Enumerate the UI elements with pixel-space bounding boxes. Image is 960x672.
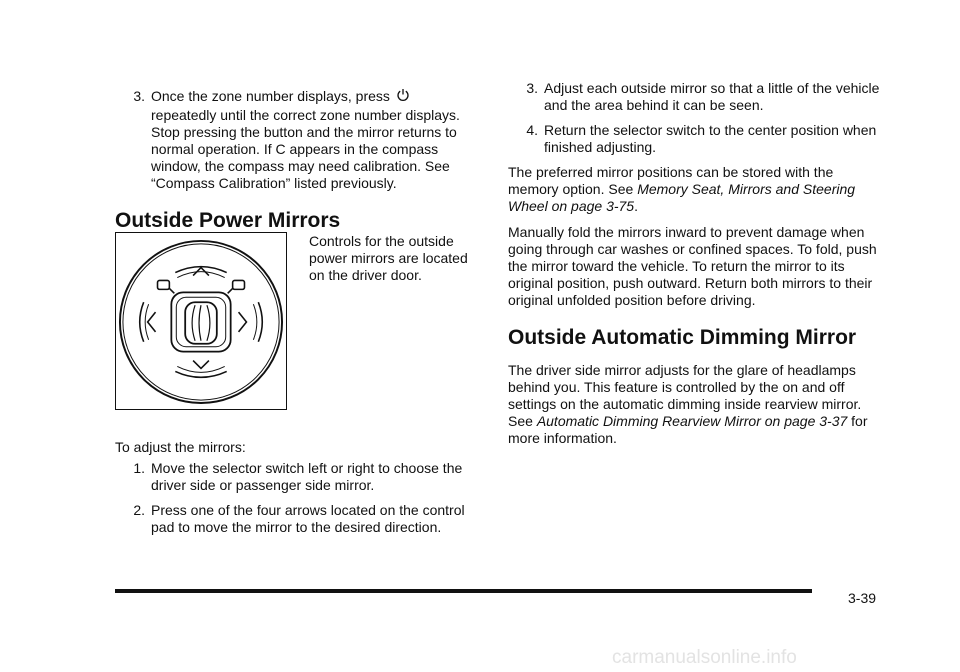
step-1 [115, 460, 485, 494]
step-text-before-icon: Once the zone number displays, press [151, 88, 390, 104]
mirror-control-figure [115, 232, 287, 410]
step-3-zone [115, 88, 485, 192]
step-2 [115, 502, 485, 536]
step-text [151, 88, 485, 192]
watermark: carmanualsonline.info [612, 647, 797, 668]
memory-text: The preferred mirror positions can be stored with the memory option. See [508, 164, 834, 197]
mirror-control-illustration [116, 233, 286, 409]
memory-reference-link[interactable]: Memory Seat, Mirrors and Steering Wheel on page 3-75 [508, 181, 856, 214]
section-heading-outside-automatic-dimming-mirror: Outside Automatic Dimming Mirror [508, 326, 857, 349]
dimming-text: The driver side mirror adjusts for the glare of headlamps behind you. This feature is controlled by the on and off settings on the automatic dimming inside rearview mirror. See [508, 362, 862, 429]
section-heading-outside-power-mirrors: Outside Power Mirrors [115, 209, 341, 232]
page-number: 3-39 [848, 590, 877, 606]
step-number: 3. [133, 88, 145, 104]
step-text: Return the selector switch to the center position when finished adjusting. [544, 122, 877, 155]
power-symbol-icon [396, 88, 410, 102]
step-3-adjust [508, 80, 880, 114]
footer-rule [115, 589, 812, 593]
step-text: Press one of the four arrows located on the control pad to move the mirror to the desired direction. [151, 502, 465, 535]
step-number: 1. [133, 460, 145, 476]
memory-end: . [634, 198, 638, 214]
step-text-after-icon: repeatedly until the correct zone number displays. Stop pressing the button and the mirror returns to normal operation. If C appears in the compass window, the compass may need calibration. See “Compass Calibration” listed previously. [151, 107, 460, 191]
selector-switch [171, 292, 230, 351]
step-4-return [508, 122, 880, 156]
step-number: 3. [526, 80, 538, 96]
left-column-top [115, 88, 485, 233]
fold-paragraph: Manually fold the mirrors inward to prevent damage when going through car washes or confined spaces. To fold, push the mirror toward the vehicle. To return the mirror to its original position, push outward. Return both mirrors to their original unfolded position before driving. [508, 224, 877, 308]
dimming-end: for more information. [508, 413, 868, 446]
dimming-reference-link[interactable]: Automatic Dimming Rearview Mirror on page 3-37 [536, 413, 848, 429]
dimming-paragraph [508, 362, 880, 447]
adjust-mirrors-block [115, 439, 485, 544]
memory-paragraph [508, 164, 880, 215]
step-number: 2. [133, 502, 145, 518]
adjust-intro: To adjust the mirrors: [115, 439, 246, 455]
right-column [508, 80, 880, 456]
step-text: Adjust each outside mirror so that a little of the vehicle and the area behind it can be seen. [544, 80, 880, 113]
step-text: Move the selector switch left or right to choose the driver side or passenger side mirror. [151, 460, 463, 493]
figure-caption: Controls for the outside power mirrors are located on the driver door. [309, 233, 468, 283]
step-number: 4. [526, 122, 538, 138]
